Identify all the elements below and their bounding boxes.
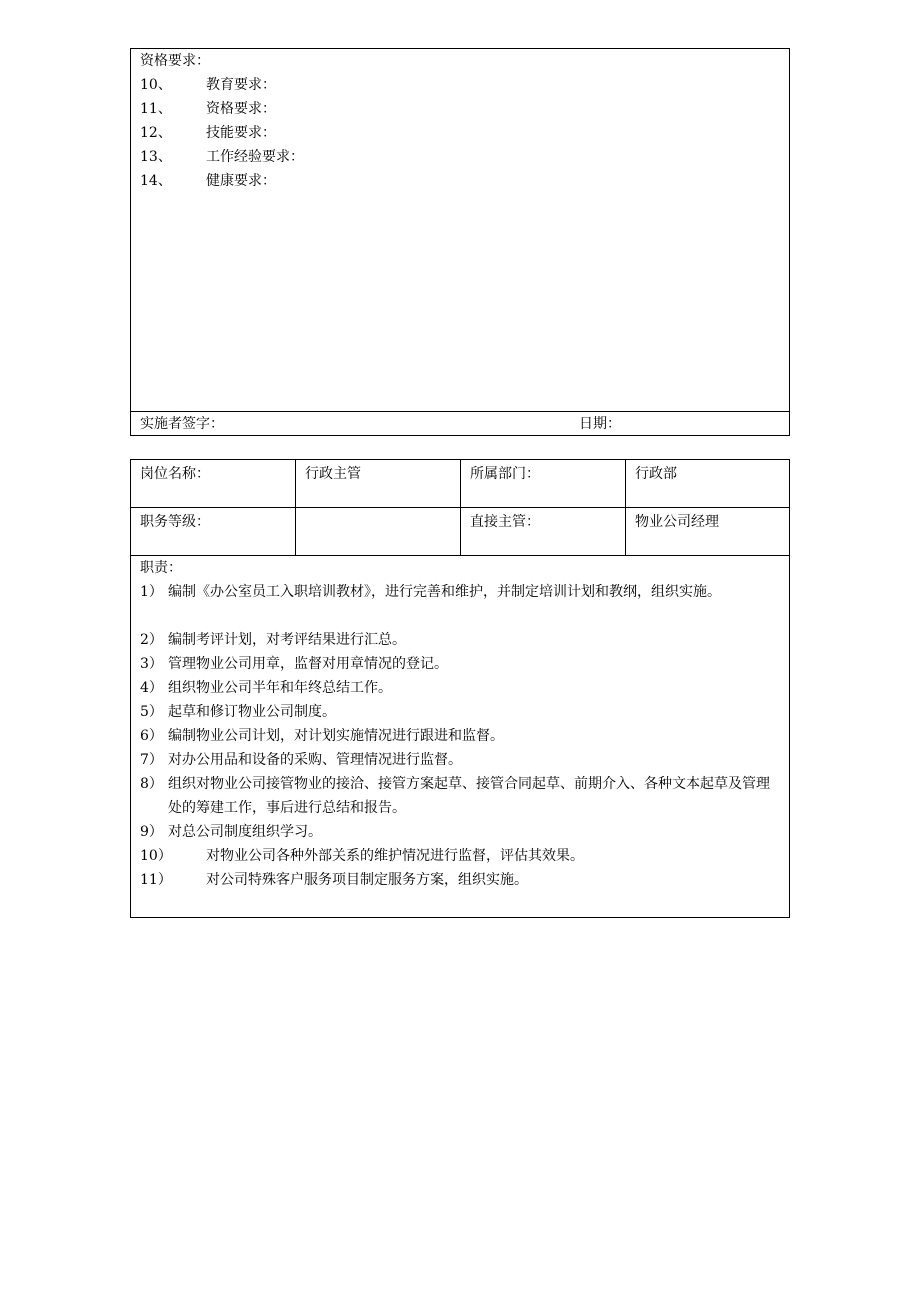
duty-text: 对总公司制度组织学习。 bbox=[168, 824, 322, 840]
supervisor-label-cell bbox=[461, 508, 626, 556]
qualification-item-text: 技能要求： bbox=[206, 125, 276, 141]
duty-item bbox=[140, 652, 780, 676]
duty-text: 对物业公司各种外部关系的维护情况进行监督，评估其效果。 bbox=[206, 848, 584, 864]
duty-number: 9） bbox=[140, 824, 163, 840]
grade-label: 职务等级： bbox=[140, 514, 210, 530]
grade-label-cell bbox=[131, 508, 296, 556]
qualification-item-text: 资格要求： bbox=[206, 101, 276, 117]
duty-text: 编制物业公司计划，对计划实施情况进行跟进和监督。 bbox=[168, 728, 504, 744]
duty-number: 6） bbox=[140, 728, 163, 744]
qualification-item-number: 10、 bbox=[140, 77, 172, 93]
grade-value-cell bbox=[296, 508, 461, 556]
duty-number: 4） bbox=[140, 680, 163, 696]
qualification-item-number: 13、 bbox=[140, 149, 172, 165]
duty-number: 11） bbox=[140, 872, 172, 888]
duty-text: 组织物业公司半年和年终总结工作。 bbox=[168, 680, 392, 696]
duty-number: 1） bbox=[140, 584, 163, 600]
duty-text: 组织对物业公司接管物业的接洽、接管方案起草、接管合同起草、前期介入、各种文本起草及管理处的筹建工作，事后进行总结和报告。 bbox=[168, 776, 770, 816]
position-value: 行政主管 bbox=[305, 466, 361, 482]
duties-header: 职责： bbox=[140, 560, 182, 576]
supervisor-value: 物业公司经理 bbox=[635, 514, 719, 530]
qualification-item bbox=[140, 171, 276, 191]
duty-text: 对办公用品和设备的采购、管理情况进行监督。 bbox=[168, 752, 462, 768]
qualification-item-number: 11、 bbox=[140, 101, 172, 117]
job-description-table bbox=[130, 459, 790, 918]
duty-item bbox=[140, 580, 780, 604]
duty-item bbox=[140, 868, 780, 892]
qualification-item bbox=[140, 99, 276, 119]
department-value: 行政部 bbox=[635, 466, 677, 482]
duty-number: 5） bbox=[140, 704, 163, 720]
duty-text: 对公司特殊客户服务项目制定服务方案，组织实施。 bbox=[206, 872, 528, 888]
qualification-item-number: 14、 bbox=[140, 173, 172, 189]
department-label: 所属部门： bbox=[470, 466, 540, 482]
duty-text: 编制《办公室员工入职培训教材》，进行完善和维护，并制定培训计划和教纲，组织实施。 bbox=[168, 584, 721, 600]
signer-label: 实施者签字： bbox=[140, 416, 224, 432]
qualification-item-text: 健康要求： bbox=[206, 173, 276, 189]
duty-item bbox=[140, 724, 780, 748]
duty-item bbox=[140, 676, 780, 700]
department-label-cell bbox=[461, 460, 626, 508]
duty-number: 10） bbox=[140, 848, 172, 864]
qualification-item-text: 工作经验要求： bbox=[206, 149, 304, 165]
duty-number: 2） bbox=[140, 632, 163, 648]
position-label: 岗位名称： bbox=[140, 466, 210, 482]
qualification-item bbox=[140, 147, 304, 167]
supervisor-label: 直接主管： bbox=[470, 514, 540, 530]
qualification-section bbox=[130, 48, 790, 436]
duty-number: 8） bbox=[140, 776, 163, 792]
duty-number: 3） bbox=[140, 656, 163, 672]
duty-item bbox=[140, 748, 780, 772]
duty-number: 7） bbox=[140, 752, 163, 768]
position-value-cell bbox=[296, 460, 461, 508]
qualification-item bbox=[140, 123, 276, 143]
qualification-body bbox=[131, 49, 789, 411]
supervisor-value-cell bbox=[626, 508, 789, 556]
duty-item bbox=[140, 844, 780, 868]
position-label-cell bbox=[131, 460, 296, 508]
duties-section bbox=[131, 556, 789, 917]
qualification-header: 资格要求： bbox=[140, 53, 210, 69]
qualification-item-number: 12、 bbox=[140, 125, 172, 141]
department-value-cell bbox=[626, 460, 789, 508]
duty-item bbox=[140, 772, 780, 820]
duty-item bbox=[140, 700, 780, 724]
duty-text: 管理物业公司用章，监督对用章情况的登记。 bbox=[168, 656, 448, 672]
duty-item bbox=[140, 820, 780, 844]
duty-item bbox=[140, 628, 780, 652]
qualification-item-text: 教育要求： bbox=[206, 77, 276, 93]
qualification-item bbox=[140, 75, 276, 95]
duty-text: 起草和修订物业公司制度。 bbox=[168, 704, 336, 720]
signature-row bbox=[131, 411, 789, 436]
date-label: 日期： bbox=[579, 416, 621, 432]
duty-text: 编制考评计划，对考评结果进行汇总。 bbox=[168, 632, 406, 648]
